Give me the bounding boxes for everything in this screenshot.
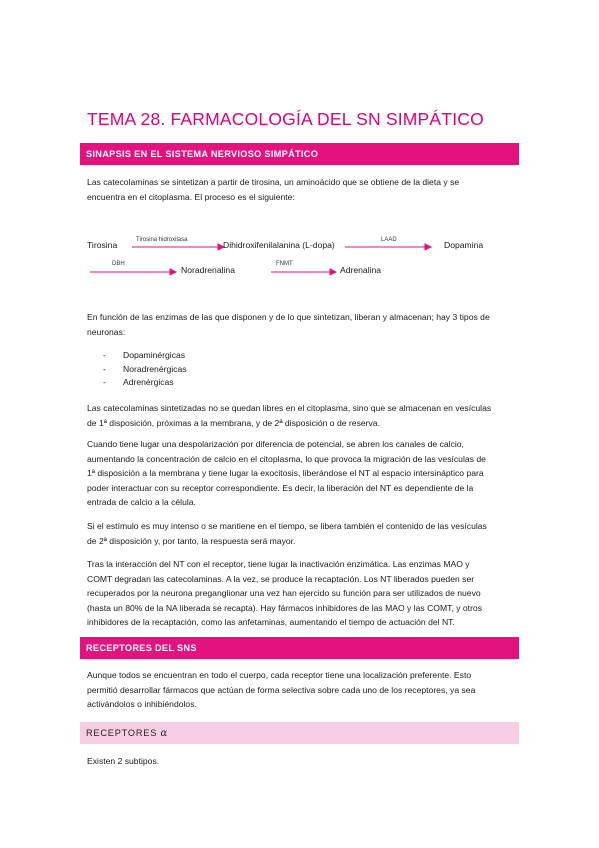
section-heading-receptores: RECEPTORES DEL SNS	[80, 637, 519, 659]
neuron-types-list	[103, 349, 187, 390]
enzyme-tirosina-hidroxilasa: Tirosina hidroxilasa	[136, 237, 188, 243]
enzyme-laad: LAAD	[381, 237, 397, 243]
adrenalina-label: Adrenalina	[340, 265, 382, 275]
receptors-intro-paragraph: Aunque todos se encuentran en todo el cuerpo, cada receptor tiene una localización preferente. Esto permitió desarrollar fármacos que actúan de forma selectiva sobre cada uno de los receptores, ya sea activándolos o inhibiéndolos.	[87, 670, 476, 709]
subheading-receptores-alfa: RECEPTORES α	[80, 722, 519, 744]
depolarization-paragraph: Cuando tiene lugar una despolarización por diferencia de potencial, se abren los canales de calcio, aumentando la concentración de calcio en el citoplasma, lo que provoca la migración de las vesículas de 1ª disposición a la membrana y tiene lugar la exocitosis, liberándose el NT al espacio intersináptico para poder interactuar con su receptor correspondiente. Es decir, la liberación del NT es dependiente de la entrada de calcio a la célula.	[87, 439, 486, 507]
enzyme-fnmt: FNMT	[276, 261, 293, 267]
intro-paragraph: Las catecolaminas se sintetizan a partir de tirosina, un aminoácido que se obtiene de la dieta y se encuentra en el citoplasma. El proceso es el siguiente:	[87, 177, 460, 202]
page-title: TEMA 28. FARMACOLOGÍA DEL SN SIMPÁTICO	[87, 109, 484, 129]
ldopa-label: Dihidroxifenilalanina (L-dopa)	[223, 240, 335, 250]
list-item: - Noradrenérgicas	[103, 363, 187, 374]
list-item: - Adrenérgicas	[103, 377, 174, 387]
vesicles-paragraph: Las catecolaminas sintetizadas no se quedan libres en el citoplasma, sino que se almacenan en vesículas de 1ª disposición, próximas a la membrana, y de 2ª disposición o de reserva.	[87, 403, 492, 428]
enzyme-dbh: DBH	[112, 261, 125, 267]
neurons-paragraph: En función de las enzimas de las que disponen y de lo que sintetizan, liberan y almacenan; hay 3 tipos de neuronas:	[87, 312, 490, 337]
inactivation-paragraph: Tras la interacción del NT con el receptor, tiene lugar la inactivación enzimática. Las enzimas MAO y COMT degradan las catecolaminas. A la vez, se produce la recaptación. Los NT liberados pueden ser recuperados por la neurona preganglionar una vez han ejercido su función para ser utilizados de nuevo (hasta un 80% de la NA liberada se recapta). Hay fármacos inhibidores de las MAO y las COMT, y otros inhibidores de la recaptación, como las anfetaminas, aumentando el tiempo de actuación del NT.	[87, 559, 483, 627]
dopamina-label: Dopamina	[444, 240, 484, 250]
tirosina-label: Tirosina	[87, 240, 118, 250]
alpha-symbol: α	[160, 728, 168, 739]
list-item: - Dopaminérgicas	[103, 350, 186, 360]
section-heading-sinapsis: SINAPSIS EN EL SISTEMA NERVIOSO SIMPÁTICO	[80, 143, 519, 165]
noradrenalina-label: Noradrenalina	[181, 265, 235, 275]
stimulus-paragraph: Si el estímulo es muy intenso o se mantiene en el tiempo, se libera también el contenido de las vesículas de 2ª disposición y, por tanto, la respuesta será mayor.	[87, 521, 487, 546]
subtypes-paragraph: Existen 2 subtipos.	[87, 756, 160, 766]
